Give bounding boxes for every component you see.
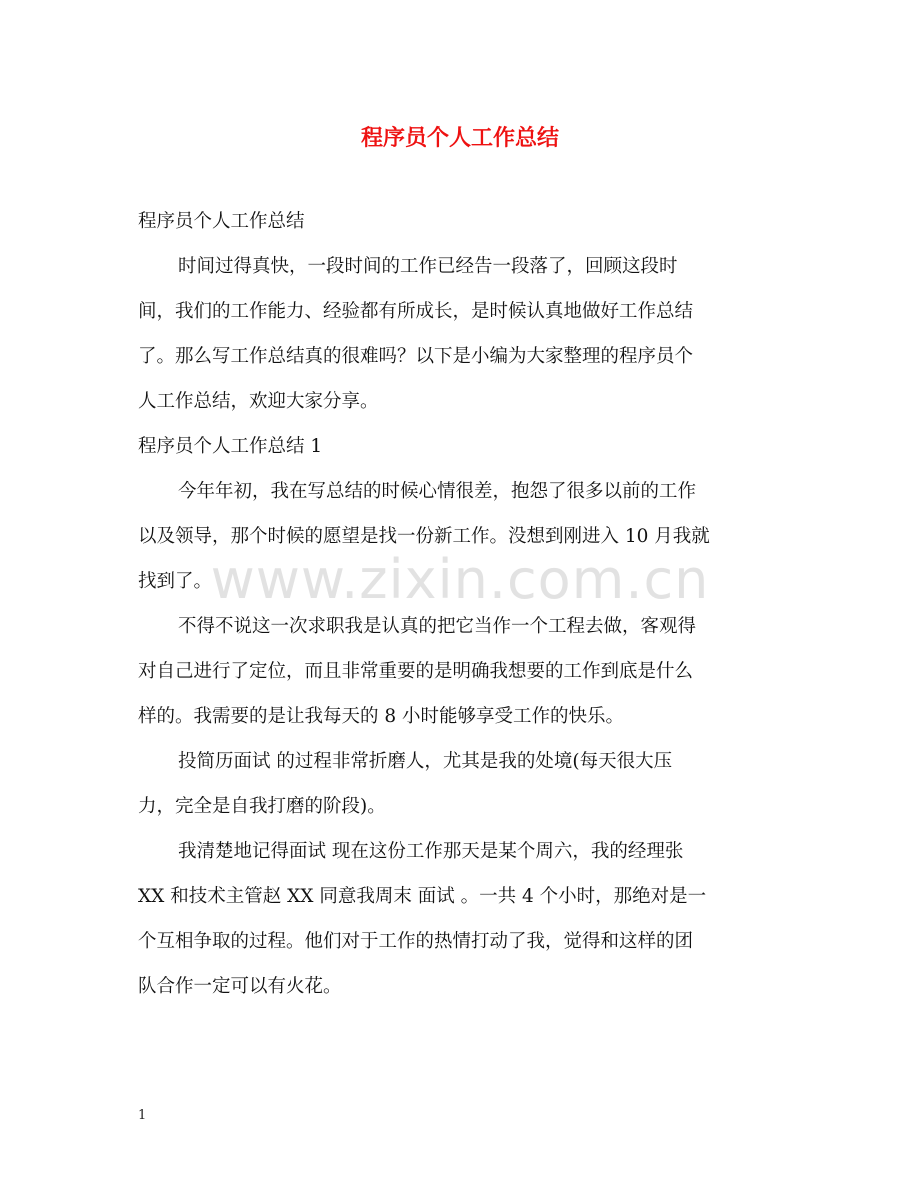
text-line: 人工作总结，欢迎大家分享。	[138, 391, 379, 412]
text-line: 了。那么写工作总结真的很难吗？以下是小编为大家整理的程序员个	[138, 346, 694, 367]
text-line: 不得不说这一次求职我是认真的把它当作一个工程去做，客观得	[178, 616, 697, 637]
text-line: 以及领导，那个时候的愿望是找一份新工作。没想到刚进入 10 月我就	[138, 526, 710, 547]
text-line: 程序员个人工作总结	[138, 211, 305, 232]
text-line: 力，完全是自我打磨的阶段)。	[138, 796, 386, 817]
text-line: XX 和技术主管赵 XX 同意我周末 面试 。一共 4 个小时，那绝对是一	[138, 886, 707, 907]
document-title: 程序员个人工作总结	[360, 125, 559, 151]
text-line: 找到了。	[138, 571, 213, 592]
text-line: 队合作一定可以有火花。	[138, 976, 342, 997]
watermark: www.zixin.com.cn	[210, 548, 710, 611]
text-line: 我清楚地记得面试 现在这份工作那天是某个周六，我的经理张	[178, 841, 684, 862]
text-line: 个互相争取的过程。他们对于工作的热情打动了我，觉得和这样的团	[138, 931, 694, 952]
text-line: 间，我们的工作能力、经验都有所成长，是时候认真地做好工作总结	[138, 301, 694, 322]
text-line: 投简历面试 的过程非常折磨人，尤其是我的处境(每天很大压	[178, 751, 673, 772]
page-number: 1	[138, 1108, 147, 1123]
text-line: 今年年初，我在写总结的时候心情很差，抱怨了很多以前的工作	[178, 481, 697, 502]
text-line: 程序员个人工作总结 1	[138, 436, 323, 457]
document-body	[138, 199, 778, 1009]
text-line: 样的。我需要的是让我每天的 8 小时能够享受工作的快乐。	[138, 706, 625, 727]
text-line: 对自己进行了定位，而且非常重要的是明确我想要的工作到底是什么	[138, 661, 694, 682]
text-line: 时间过得真快，一段时间的工作已经告一段落了，回顾这段时	[178, 256, 678, 277]
